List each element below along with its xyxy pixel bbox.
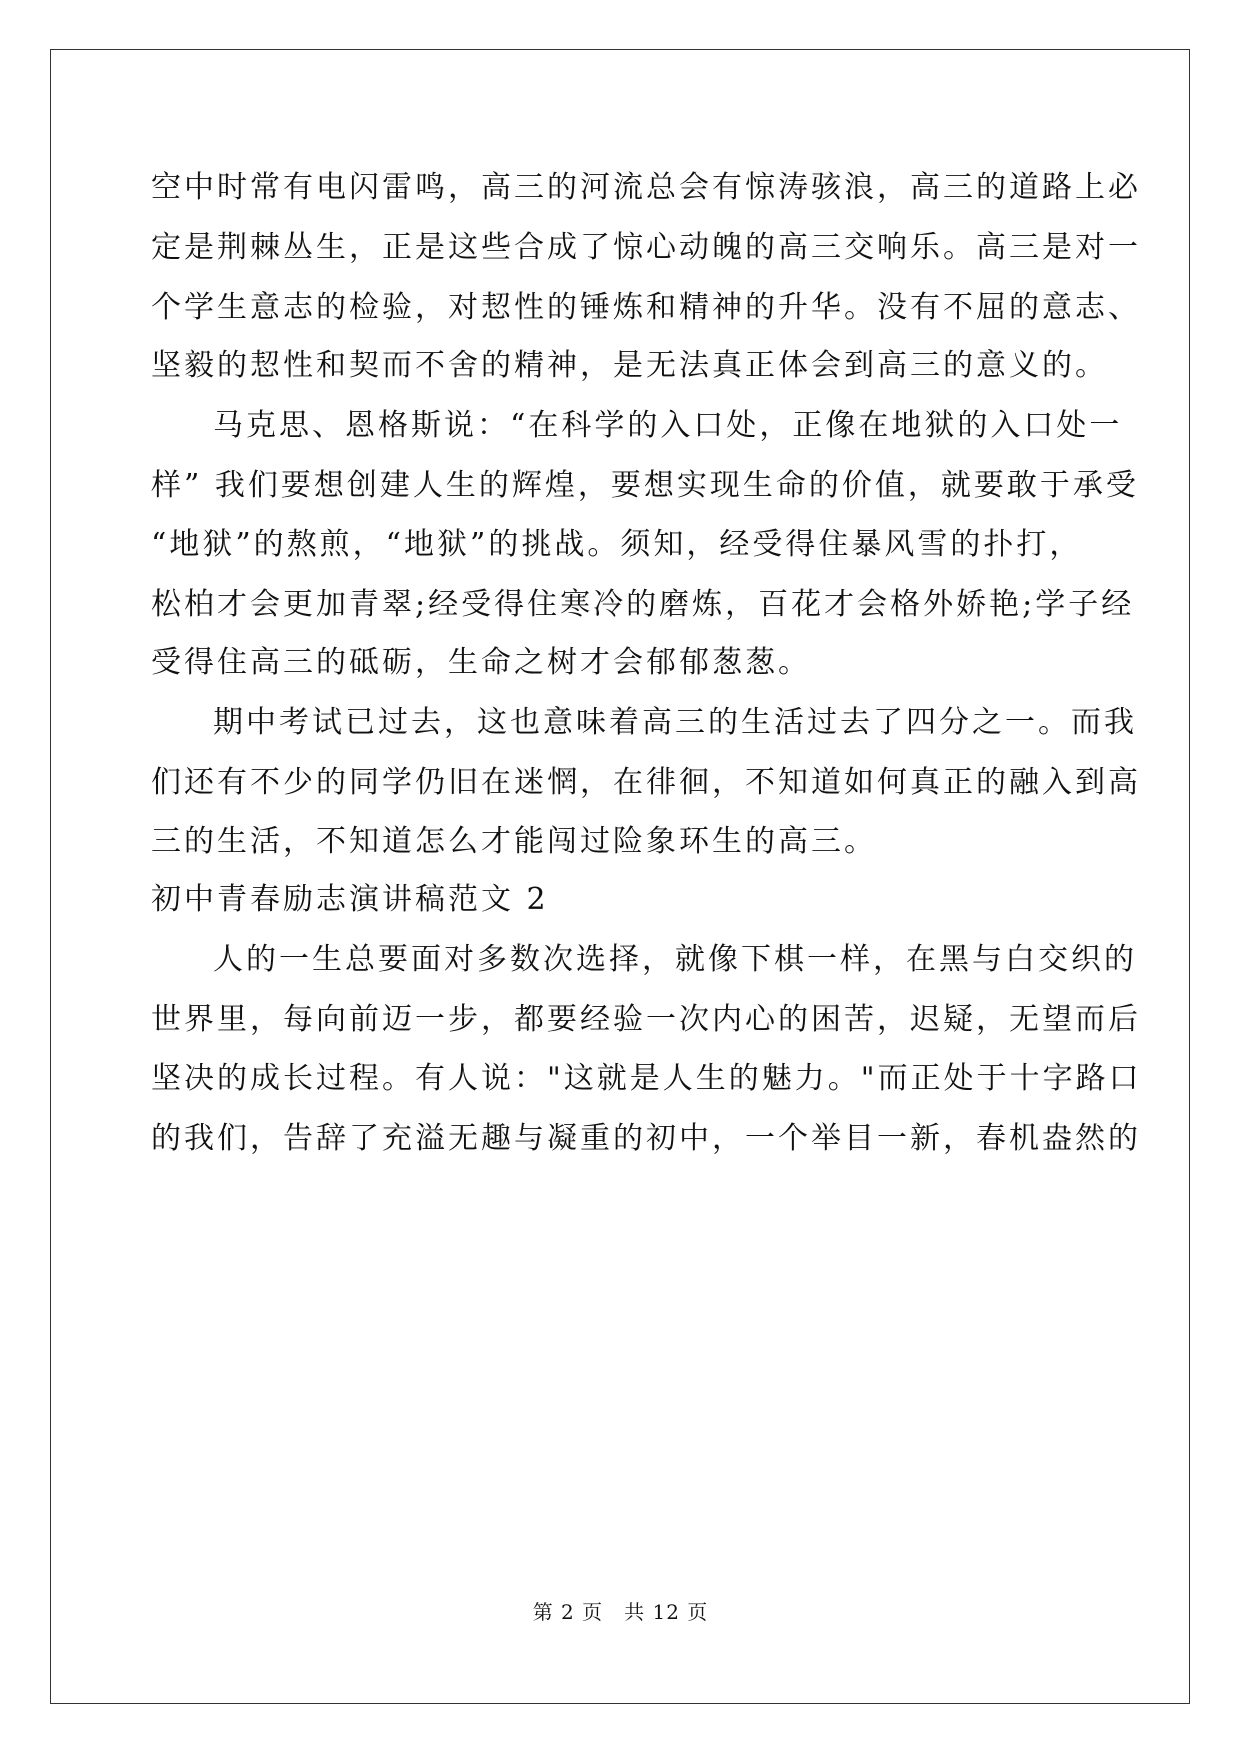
paragraph-line: 受得住高三的砥砺，生命之树才会郁郁葱葱。 xyxy=(151,645,811,680)
paragraph-line: 个学生意志的检验，对恝性的锤炼和精神的升华。没有不屈的意志、 xyxy=(151,290,1141,325)
paragraph-line: 期中考试已过去，这也意味着高三的生活过去了四分之一。而我 xyxy=(213,705,1137,740)
paragraph-line: 人的一生总要面对多数次选择，就像下棋一样，在黑与白交织的 xyxy=(213,942,1137,977)
paragraph-line: 三的生活，不知道怎么才能闯过险象环生的高三。 xyxy=(151,824,877,859)
paragraph-line: 空中时常有电闪雷鸣，高三的河流总会有惊涛骇浪，高三的道路上必 xyxy=(151,170,1141,205)
paragraph-line: 们还有不少的同学仍旧在迷惘，在徘徊，不知道如何真正的融入到高 xyxy=(151,765,1141,800)
paragraph-line: 松柏才会更加青翠;经受得住寒冷的磨炼，百花才会格外娇艳;学子经 xyxy=(151,587,1135,622)
paragraph-line: 世界里，每向前迈一步，都要经验一次内心的困苦，迟疑，无望而后 xyxy=(151,1002,1141,1037)
paragraph-line: 坚决的成长过程。有人说："这就是人生的魅力。"而正处于十字路口 xyxy=(151,1061,1142,1096)
section-heading: 初中青春励志演讲稿范文 2 xyxy=(151,882,549,917)
paragraph-line: 样” 我们要想创建人生的辉煌，要想实现生命的价值，就要敢于承受 xyxy=(151,468,1139,503)
page-number-footer: 第 2 页 共 12 页 xyxy=(532,1600,709,1624)
paragraph-line: “地狱”的熬煎，“地狱”的挑战。须知，经受得住暴风雪的扑打， xyxy=(151,527,1083,562)
paragraph-line: 坚毅的恝性和契而不舍的精神，是无法真正体会到高三的意义的。 xyxy=(151,348,1108,383)
paragraph-line: 马克思、恩格斯说：“在科学的入口处，正像在地狱的入口处一 xyxy=(213,408,1123,443)
paragraph-line: 的我们，告辞了充溢无趣与凝重的初中，一个举目一新，春机盎然的 xyxy=(151,1121,1141,1156)
paragraph-line: 定是荆棘丛生，正是这些合成了惊心动魄的高三交响乐。高三是对一 xyxy=(151,230,1141,265)
